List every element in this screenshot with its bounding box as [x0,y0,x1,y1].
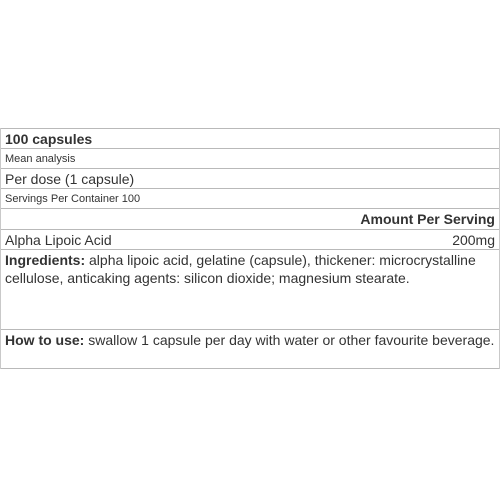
nutrient-name: Alpha Lipoic Acid [5,232,112,248]
how-to-use-text: swallow 1 capsule per day with water or other favourite beverage. [84,332,495,348]
servings-per-container: Servings Per Container 100 [1,188,499,208]
amount-per-serving-header: Amount Per Serving [1,208,499,229]
product-count-title: 100 capsules [1,128,499,148]
ingredients-section [1,249,499,329]
how-to-use-section [1,329,499,369]
ingredients-text: alpha lipoic acid, gelatine (capsule), thickener: microcrystalline cellulose, anticaking agents: silicon dioxide; magnesium stearate. [5,252,476,286]
nutrient-row [1,229,499,249]
per-dose-label: Per dose (1 capsule) [1,168,499,188]
ingredients-label: Ingredients: [5,252,86,268]
how-to-use-label: How to use: [5,332,85,348]
supplement-facts-panel [0,128,500,369]
mean-analysis-label: Mean analysis [1,148,499,168]
nutrient-amount: 200mg [452,232,495,248]
